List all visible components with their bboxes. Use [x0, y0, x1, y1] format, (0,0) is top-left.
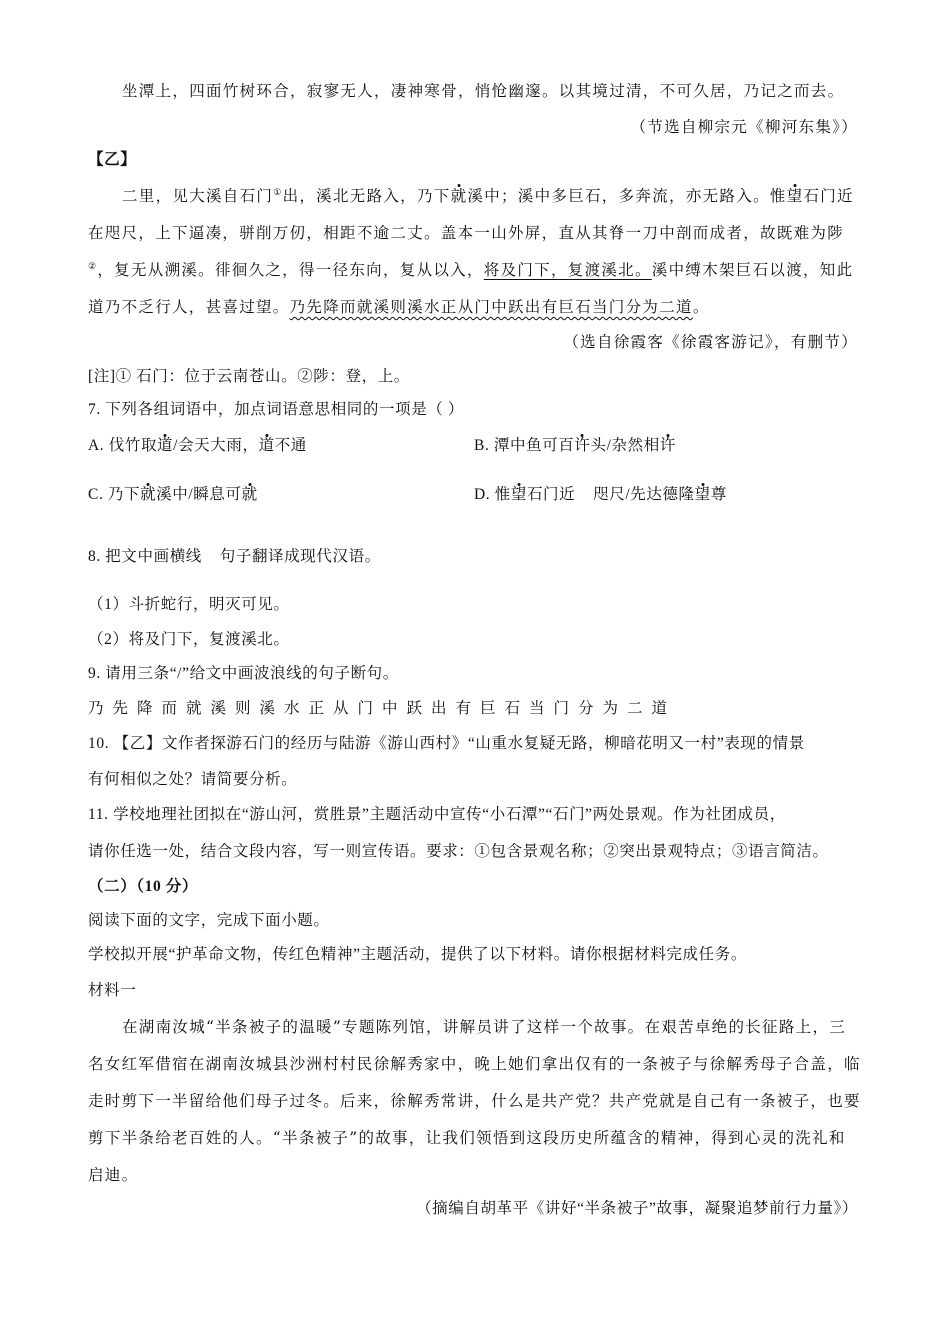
q7-option-b [474, 437, 676, 456]
text-segment: 尊 [710, 486, 727, 503]
q9-stem: 9. 请用三条“/”给文中画波浪线的句子断句。 [88, 665, 399, 682]
q11-line-1: 11. 学校地理社团拟在“游山河，赏胜景”主题活动中宣传“小石潭”“石门”两处景观。作为社团成员， [88, 806, 786, 823]
text-segment: 溪中；溪中多巨石，多奔流，亦无路入。惟 [467, 187, 787, 205]
text-segment: 不通 [274, 437, 307, 454]
q8-sentence-2: （2）将及门下，复渡溪北。 [88, 631, 290, 648]
q11-line-2: 请你任选一处，结合文段内容，写一则宣传语。要求：①包含景观名称；②突出景观特点；③语言简洁。 [88, 843, 829, 860]
passage-b-line-4 [88, 298, 710, 317]
wavy-underlined-sentence: 乃先降而就溪则溪水正从门中跃出有巨石当门分为二道 [289, 298, 693, 316]
passage-b-line-1 [122, 187, 854, 206]
passage-a-source: （节选自柳宗元《柳河东集》） [630, 118, 858, 136]
q10-line-1: 10. 【乙】文作者探游石门的经历与陆游《游山西村》“山重水复疑无路，柳暗花明又一村”表现的情景 [88, 735, 805, 752]
section-2-task: 学校拟开展“护革命文物，传红色精神”主题活动，提供了以下材料。请你根据材料完成任务。 [88, 946, 747, 963]
text-segment: 道乃不乏行人，甚喜过望。 [88, 298, 290, 316]
text-segment: D. 惟 [474, 486, 511, 503]
dotted-word: 就 [140, 486, 157, 503]
passage-b-heading: 【乙】 [88, 151, 137, 168]
text-segment: 溪中缚木架巨石以渡，知此 [651, 261, 854, 279]
text-segment: B. 潭中鱼可百 [474, 437, 575, 454]
q9-sentence: 乃先降而就溪则溪水正从门中跃出有巨石当门分为二道 [88, 700, 677, 717]
dotted-word: 道 [157, 437, 174, 454]
footnote-marker: ② [88, 261, 98, 272]
dotted-word: 许 [659, 437, 676, 454]
q7-stem: 7. 下列各组词语中，加点词语意思相同的一项是（ ） [88, 401, 464, 418]
q8-sentence-1: （1）斗折蛇行，明灭可见。 [88, 596, 290, 613]
material-para-line-4: 剪下半条给老百姓的人。“半条被子”的故事，让我们领悟到这段历史所蕴含的精神，得到心灵的洗礼和 [88, 1129, 846, 1147]
material-para-line-2: 名女红军借宿在湖南汝城县沙洲村村民徐解秀家中，晚上她们拿出仅有的一条被子与徐解秀母子合盖，临 [88, 1055, 861, 1073]
q8-stem: 8. 把文中画横线 句子翻译成现代汉语。 [88, 548, 381, 565]
passage-b-source: （选自徐霞客《徐霞客游记》，有删节） [563, 333, 858, 351]
material-label: 材料一 [88, 982, 137, 999]
dotted-word: 就 [241, 486, 258, 503]
text-segment: 出，溪北无路入，乃下 [282, 187, 451, 205]
section-2-intro: 阅读下面的文字，完成下面小题。 [88, 912, 330, 929]
section-2-heading: （二）（10 分） [88, 878, 199, 895]
passage-b-line-3 [88, 261, 853, 280]
text-segment: C. 乃下 [88, 486, 141, 503]
dotted-word: 望 [786, 187, 804, 205]
material-para-line-3: 走时剪下一半留给他们母子过冬。后来，徐解秀常讲，什么是共产党？共产党就是自己有一条被子，也要 [88, 1092, 861, 1110]
passage-b-note: [注]① 石门：位于云南苍山。②陟：登，上。 [88, 368, 410, 385]
text-segment: ，复无从溯溪。徘徊久之，得一径东向，复从以入， [97, 261, 484, 279]
passage-b-line-2: 在咫尺，上下逼凑，骈削万仞，相距不逾二丈。盖本一山外屏，直从其脊一刀中剖而成者，故既难为陟 [88, 224, 845, 242]
text-segment: A. 伐竹取 [88, 437, 158, 454]
footnote-marker: ① [273, 187, 283, 198]
material-para-line-5: 启迪。 [88, 1166, 139, 1184]
dotted-word: 就 [450, 187, 468, 205]
material-para-line-1: 在湖南汝城“半条被子的温暖”专题陈列馆，讲解员讲了这样一个故事。在艰苦卓绝的长征路上，三 [122, 1018, 847, 1036]
dotted-word: 道 [258, 437, 275, 454]
text-segment: 头/杂然相 [590, 437, 660, 454]
q10-line-2: 有何相似之处？请简要分析。 [88, 771, 298, 788]
dotted-word: 望 [510, 486, 527, 503]
text-segment: 石门近 [803, 187, 854, 205]
material-source: （摘编自胡革平《讲好“半条被子”故事，凝聚追梦前行力量》） [416, 1200, 858, 1217]
passage-a-tail: 坐潭上，四面竹树环合，寂寥无人，凄神寒骨，悄怆幽邃。以其境过清，不可久居，乃记之而去。 [122, 82, 845, 100]
dotted-word: 望 [694, 486, 711, 503]
q7-option-a [88, 437, 307, 456]
q7-option-d [474, 486, 727, 505]
q7-option-c [88, 486, 258, 505]
text-segment: 石门近 咫尺/先达德隆 [526, 486, 695, 503]
text-segment: /会天大雨， [173, 437, 259, 454]
text-segment: 。 [692, 298, 710, 316]
text-segment: 二里，见大溪自石门 [122, 187, 274, 205]
text-segment: 溪中/瞬息可 [156, 486, 242, 503]
underlined-sentence: 将及门下，复渡溪北。 [483, 261, 652, 279]
dotted-word: 许 [574, 437, 591, 454]
